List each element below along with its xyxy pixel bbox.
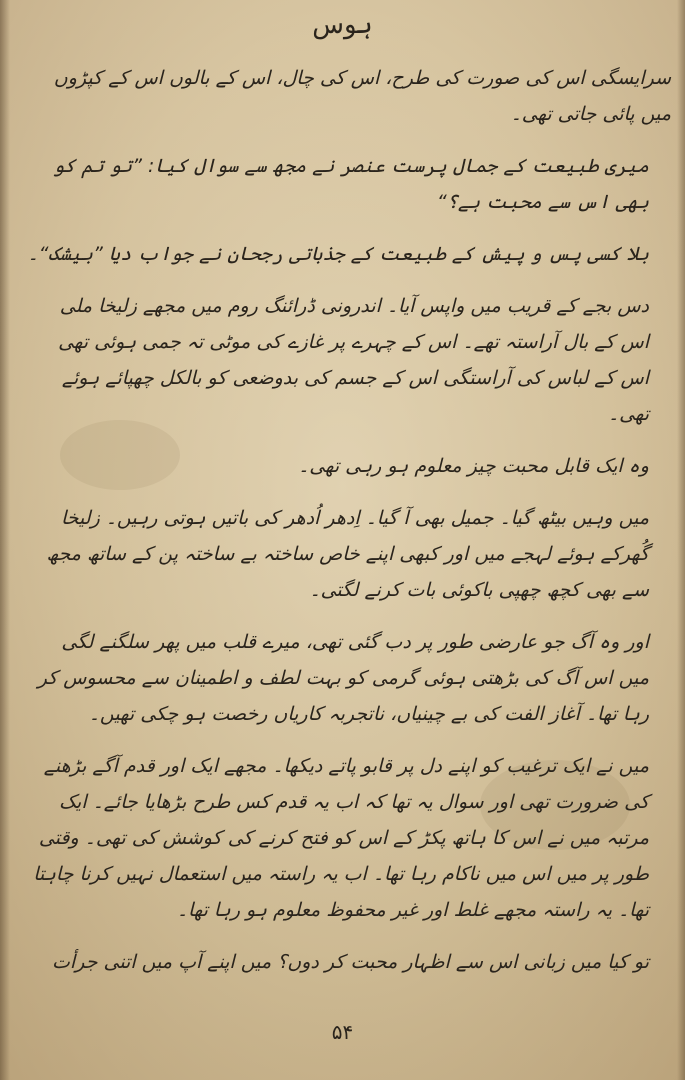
paragraph: میں وہیں بیٹھ گیا۔ جمیل بھی آ گیا۔ اِدھر اُدھر کی باتیں ہوتی رہیں۔ زلیخا گُھرکے ہوئے لہجے میں اور کبھی اپنے خاص ساختہ بے ساختہ پن کے ساتھ مجھ سے بھی کچھ چھپی باکوئی بات کرنے لگتی۔ — [46, 507, 649, 601]
paragraph: دس بجے کے قریب میں واپس آیا۔ اندرونی ڈرائنگ روم میں مجھے زلیخا ملی اس کے بال آراستہ تھے۔ اس کے چہرے پر غازے کی موٹی تہ جمی ہوئی تھی اس کے لباس کی آراستگی اس کے جسم کی بدوضعی کو بالکل چھپائے ہوئے تھی۔ — [58, 295, 649, 425]
paragraph: میری طبیعت کے جمال پرست عنصر نے مجھ سے سوال کیا: ”تو تم کو بھی اس سے محبت ہے؟“ — [53, 155, 649, 213]
paragraph: تو کیا میں زبانی اس سے اظہار محبت کر دوں؟ میں اپنے آپ میں اتنی جرأت — [52, 951, 649, 973]
running-header: ہوس — [312, 10, 373, 40]
paragraph: سرایسگی اس کی صورت کی طرح، اس کی چال، اس کے بالوں اس کے کپڑوں میں پائی جاتی تھی۔ — [53, 67, 671, 125]
paragraph: میں نے ایک ترغیب کو اپنے دل پر قابو پاتے دیکھا۔ مجھے ایک اور قدم آگے بڑھنے کی ضرورت تھی اور سوال یہ تھا کہ اب یہ قدم کس طرح بڑھایا جائے۔ ایک مرتبہ میں نے اس کا ہاتھ پکڑ کے اس کو فتح کرنے کی کوشش کی تھی۔ وقتی طور پر میں اس میں ناکام رہا تھا۔ اب یہ راستہ میں استعمال نہیں کرنا چاہتا تھا۔ یہ راستہ مجھے غلط اور غیر محفوظ معلوم ہو رہا تھا۔ — [33, 755, 649, 921]
paragraph: وہ ایک قابل محبت چیز معلوم ہو رہی تھی۔ — [298, 455, 649, 477]
page-number: ۵۴ — [331, 1020, 354, 1044]
paragraph: بلا کسی پس و پیش کے طبیعت کے جذباتی رجحان نے جواب دیا ”بیشک“۔ — [27, 243, 649, 265]
page-body — [26, 60, 671, 996]
paragraph: اور وہ آگ جو عارضی طور پر دب گئی تھی، میرے قلب میں پھر سلگنے لگی میں اس آگ کی بڑھتی ہوئی گرمی کو بہت لطف و اطمینان سے محسوس کر رہا تھا۔ آغاز الفت کی بے چینیاں، ناتجربہ کاریاں رخصت ہو چکی تھیں۔ — [37, 631, 649, 725]
page-shadow-right — [677, 0, 685, 1080]
page-shadow-left — [0, 0, 10, 1080]
